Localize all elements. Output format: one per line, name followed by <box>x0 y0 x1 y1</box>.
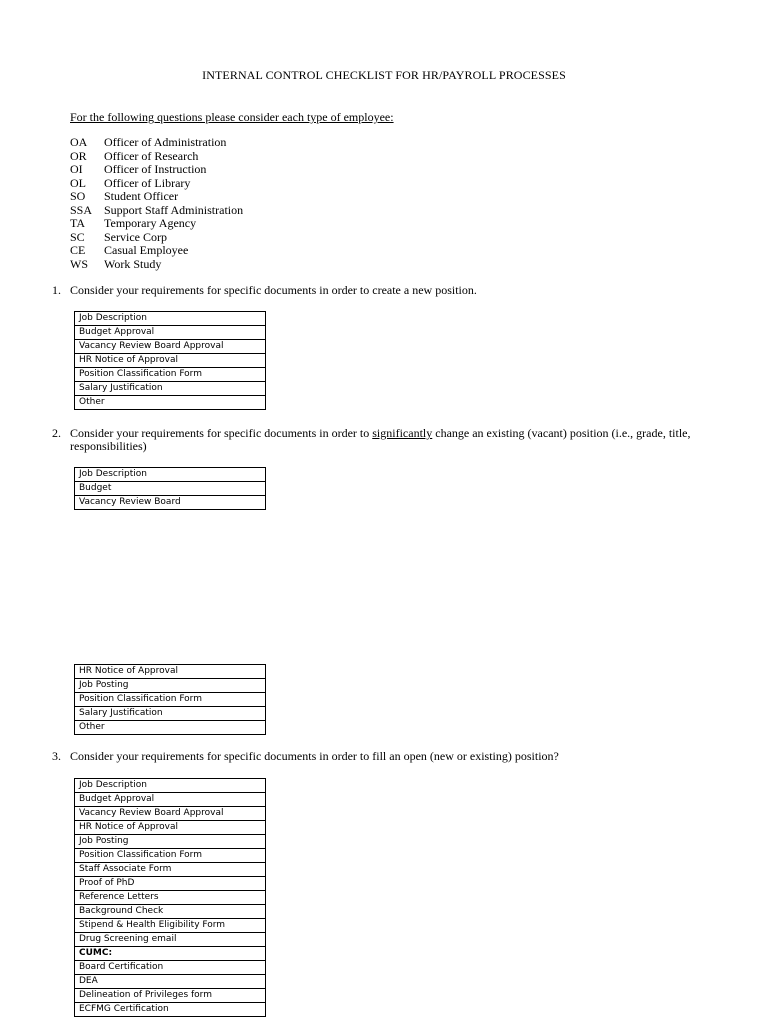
question-number: 2. <box>52 426 61 440</box>
document-cell: ECFMG Certification <box>75 1003 266 1017</box>
employee-type-name: Officer of Instruction <box>104 162 207 176</box>
question-text-after: change an existing (vacant) position (i.e., grade, title, responsibilities) <box>70 426 691 453</box>
table-row <box>75 665 266 679</box>
document-cell: Budget <box>75 482 266 496</box>
employee-type-row <box>70 217 243 231</box>
question-3-documents-table <box>74 778 266 1017</box>
document-cell: Budget Approval <box>75 326 266 340</box>
question-text <box>70 427 712 453</box>
document-cell: Job Description <box>75 312 266 326</box>
employee-type-name: Support Staff Administration <box>104 202 244 217</box>
question-text: Consider your requirements for specific documents in order to fill an open (new or existing) position? <box>70 749 559 763</box>
employee-type-row <box>70 163 243 177</box>
employee-type-name: Service Corp <box>104 229 167 244</box>
employee-type-name: Work Study <box>104 256 162 271</box>
document-cell: Budget Approval <box>75 793 266 807</box>
table-row <box>75 933 266 947</box>
table-row <box>75 891 266 905</box>
table-row <box>75 340 266 354</box>
question-1-documents-table <box>74 311 266 410</box>
document-cell: Job Description <box>75 779 266 793</box>
table-row <box>75 919 266 933</box>
document-section-heading: CUMC: <box>75 947 266 961</box>
employee-type-name: Officer of Administration <box>104 135 227 149</box>
employee-type-code: OI <box>70 162 83 176</box>
question-number: 1. <box>52 283 61 297</box>
employee-type-code: OA <box>70 135 88 149</box>
document-cell: Job Posting <box>75 679 266 693</box>
employee-type-row <box>70 190 243 204</box>
employee-type-row <box>70 258 243 272</box>
document-cell: Delineation of Privileges form <box>75 989 266 1003</box>
table-row <box>75 877 266 891</box>
table-row <box>75 396 266 410</box>
employee-type-row <box>70 136 243 150</box>
question-3 <box>52 750 712 763</box>
employee-type-code: SC <box>70 229 85 244</box>
employee-type-code: OL <box>70 175 86 190</box>
table-row <box>75 679 266 693</box>
table-row <box>75 807 266 821</box>
table-row <box>75 326 266 340</box>
document-cell: Position Classification Form <box>75 849 266 863</box>
employee-type-name: Temporary Agency <box>104 216 197 230</box>
table-row <box>75 961 266 975</box>
table-row <box>75 721 266 735</box>
employee-type-row <box>70 231 243 245</box>
employee-type-code: SSA <box>70 202 93 217</box>
document-cell: Position Classification Form <box>75 693 266 707</box>
question-text-emphasis: significantly <box>372 426 433 440</box>
table-row <box>75 496 266 510</box>
table-row <box>75 905 266 919</box>
document-cell: Reference Letters <box>75 891 266 905</box>
document-cell: Vacancy Review Board Approval <box>75 340 266 354</box>
employee-type-code: CE <box>70 243 86 257</box>
employee-type-row <box>70 177 243 191</box>
table-row <box>75 975 266 989</box>
table-row <box>75 482 266 496</box>
question-2 <box>52 427 712 453</box>
document-cell: DEA <box>75 975 266 989</box>
document-cell: Other <box>75 721 266 735</box>
table-row <box>75 1003 266 1017</box>
employee-type-code: WS <box>70 256 88 271</box>
document-cell: Staff Associate Form <box>75 863 266 877</box>
document-cell: Vacancy Review Board Approval <box>75 807 266 821</box>
intro-text: For the following questions please consider each type of employee: <box>70 110 394 124</box>
document-cell: Other <box>75 396 266 410</box>
document-cell: Job Description <box>75 468 266 482</box>
table-row <box>75 707 266 721</box>
table-row <box>75 468 266 482</box>
table-row <box>75 947 266 961</box>
document-cell: Job Posting <box>75 835 266 849</box>
document-cell: HR Notice of Approval <box>75 821 266 835</box>
question-2-documents-table-part-2 <box>74 664 266 735</box>
table-row <box>75 382 266 396</box>
document-cell: Proof of PhD <box>75 877 266 891</box>
table-row <box>75 849 266 863</box>
employee-type-name: Officer of Research <box>104 148 199 163</box>
table-row <box>75 821 266 835</box>
question-text: Consider your requirements for specific documents in order to create a new position. <box>70 283 477 297</box>
question-1 <box>52 284 712 297</box>
document-cell: HR Notice of Approval <box>75 665 266 679</box>
document-cell: Position Classification Form <box>75 368 266 382</box>
document-cell: Board Certification <box>75 961 266 975</box>
table-row <box>75 693 266 707</box>
document-title: INTERNAL CONTROL CHECKLIST FOR HR/PAYROLL PROCESSES <box>202 68 566 82</box>
document-cell: Vacancy Review Board <box>75 496 266 510</box>
employee-type-list <box>70 136 243 271</box>
employee-type-name: Student Officer <box>104 189 179 203</box>
document-cell: Salary Justification <box>75 382 266 396</box>
document-cell: HR Notice of Approval <box>75 354 266 368</box>
table-row <box>75 368 266 382</box>
document-cell: Drug Screening email <box>75 933 266 947</box>
document-cell: Stipend & Health Eligibility Form <box>75 919 266 933</box>
employee-type-code: OR <box>70 148 87 163</box>
employee-type-code: TA <box>70 216 86 230</box>
table-row <box>75 863 266 877</box>
question-2-documents-table-part-1 <box>74 467 266 510</box>
table-row <box>75 793 266 807</box>
question-text-before: Consider your requirements for specific documents in order to <box>70 426 373 440</box>
table-row <box>75 989 266 1003</box>
employee-type-row <box>70 244 243 258</box>
employee-type-row <box>70 204 243 218</box>
table-row <box>75 312 266 326</box>
employee-type-row <box>70 150 243 164</box>
employee-type-name: Casual Employee <box>104 243 189 257</box>
question-number: 3. <box>52 749 61 763</box>
document-cell: Salary Justification <box>75 707 266 721</box>
employee-type-code: SO <box>70 189 86 203</box>
employee-type-name: Officer of Library <box>104 175 191 190</box>
document-cell: Background Check <box>75 905 266 919</box>
table-row <box>75 779 266 793</box>
table-row <box>75 354 266 368</box>
table-row <box>75 835 266 849</box>
